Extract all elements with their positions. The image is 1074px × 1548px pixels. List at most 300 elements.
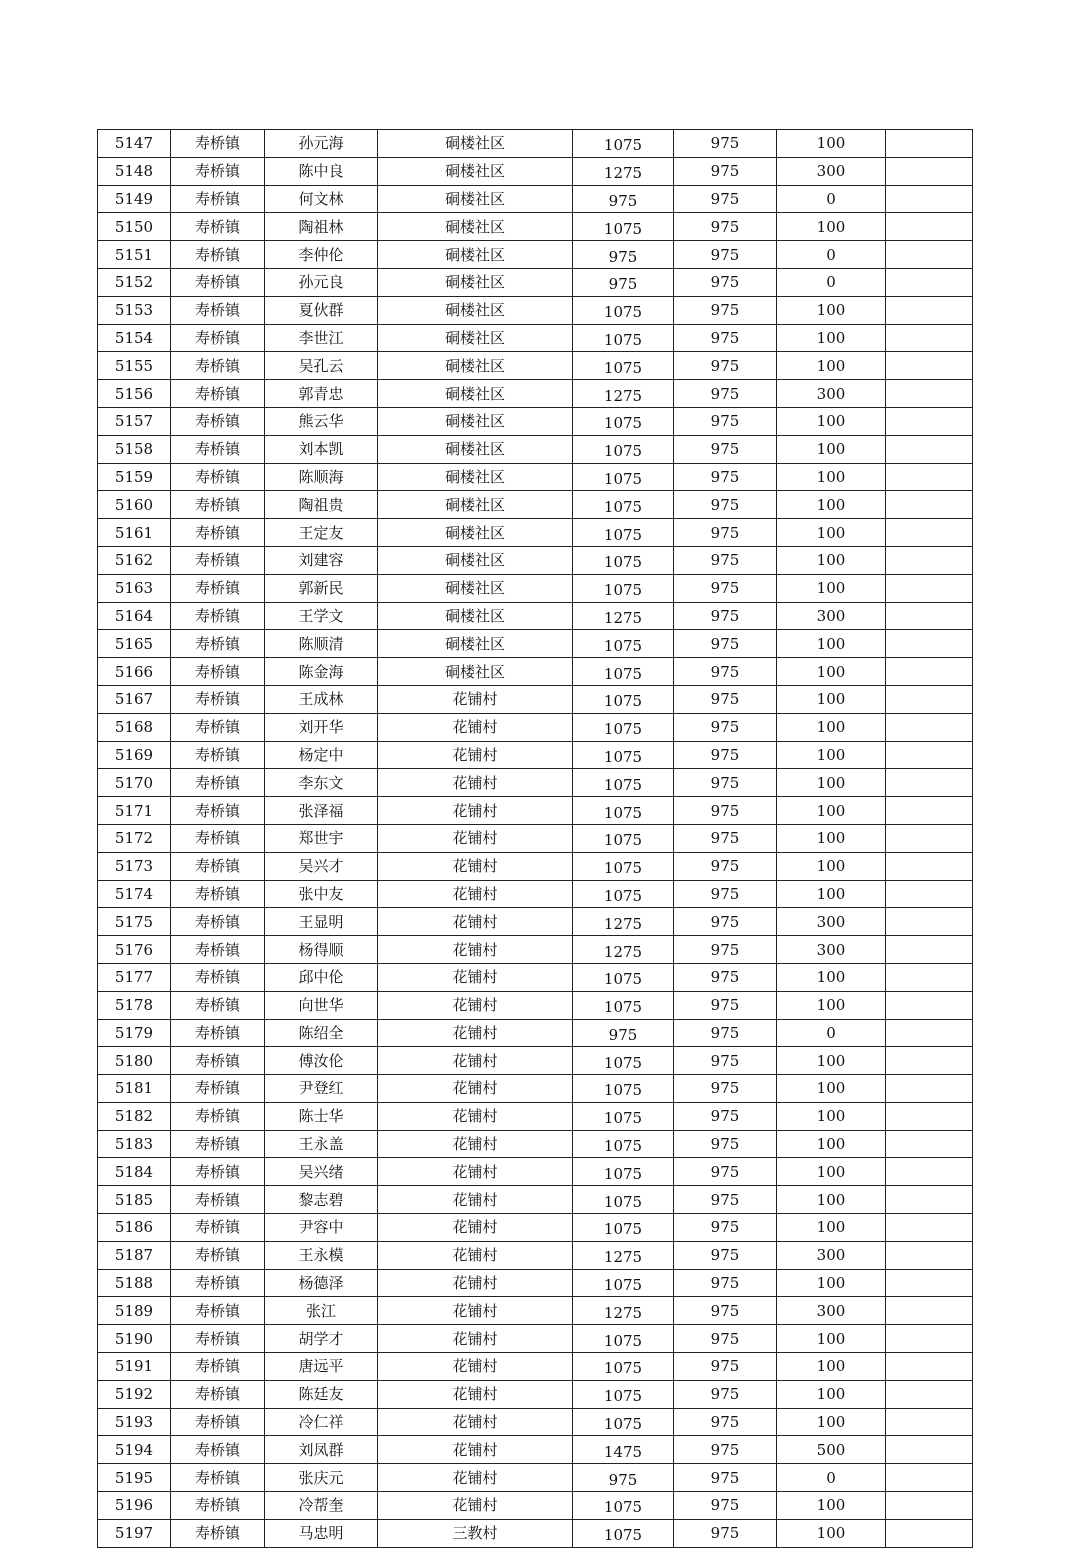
person-name-cell: 陈中良	[265, 157, 378, 185]
town-name-cell: 寿桥镇	[171, 1353, 265, 1381]
table-row	[98, 130, 973, 158]
row-number-cell: 5149	[98, 185, 171, 213]
row-number-cell: 5150	[98, 213, 171, 241]
base-amount-cell: 975	[674, 602, 777, 630]
difference-amount-cell: 300	[777, 1241, 886, 1269]
table-row	[98, 741, 973, 769]
remark-cell	[886, 296, 973, 324]
base-amount-cell: 975	[674, 769, 777, 797]
village-name-cell: 花铺村	[378, 824, 573, 852]
village-name-cell: 硐楼社区	[378, 324, 573, 352]
total-amount-cell: 1075	[573, 130, 674, 158]
person-name-cell: 陈士华	[265, 1102, 378, 1130]
difference-amount-cell: 100	[777, 1047, 886, 1075]
village-name-cell: 硐楼社区	[378, 463, 573, 491]
remark-cell	[886, 685, 973, 713]
person-name-cell: 陶祖贵	[265, 491, 378, 519]
remark-cell	[886, 1464, 973, 1492]
difference-amount-cell: 100	[777, 1408, 886, 1436]
row-number-cell: 5180	[98, 1047, 171, 1075]
total-amount-cell: 1075	[573, 1158, 674, 1186]
remark-cell	[886, 1408, 973, 1436]
table-row	[98, 463, 973, 491]
total-amount-cell: 1275	[573, 1241, 674, 1269]
remark-cell	[886, 1214, 973, 1242]
table-row	[98, 1408, 973, 1436]
base-amount-cell: 975	[674, 991, 777, 1019]
difference-amount-cell: 100	[777, 1380, 886, 1408]
person-name-cell: 马忠明	[265, 1519, 378, 1547]
person-name-cell: 杨得顺	[265, 936, 378, 964]
remark-cell	[886, 491, 973, 519]
person-name-cell: 王显明	[265, 908, 378, 936]
village-name-cell: 硐楼社区	[378, 213, 573, 241]
person-name-cell: 陈顺清	[265, 630, 378, 658]
village-name-cell: 花铺村	[378, 1158, 573, 1186]
total-amount-cell: 1275	[573, 157, 674, 185]
person-name-cell: 吴兴绪	[265, 1158, 378, 1186]
person-name-cell: 李东文	[265, 769, 378, 797]
table-row	[98, 185, 973, 213]
person-name-cell: 张庆元	[265, 1464, 378, 1492]
remark-cell	[886, 435, 973, 463]
total-amount-cell: 975	[573, 268, 674, 296]
row-number-cell: 5156	[98, 380, 171, 408]
base-amount-cell: 975	[674, 880, 777, 908]
table-row	[98, 157, 973, 185]
base-amount-cell: 975	[674, 658, 777, 686]
table-row	[98, 797, 973, 825]
town-name-cell: 寿桥镇	[171, 852, 265, 880]
table-row	[98, 1075, 973, 1103]
town-name-cell: 寿桥镇	[171, 880, 265, 908]
town-name-cell: 寿桥镇	[171, 1269, 265, 1297]
person-name-cell: 胡学才	[265, 1325, 378, 1353]
row-number-cell: 5186	[98, 1214, 171, 1242]
person-name-cell: 张泽福	[265, 797, 378, 825]
total-amount-cell: 1075	[573, 546, 674, 574]
total-amount-cell: 1075	[573, 797, 674, 825]
difference-amount-cell: 100	[777, 630, 886, 658]
remark-cell	[886, 880, 973, 908]
difference-amount-cell: 0	[777, 1019, 886, 1047]
difference-amount-cell: 100	[777, 713, 886, 741]
town-name-cell: 寿桥镇	[171, 435, 265, 463]
person-name-cell: 刘开华	[265, 713, 378, 741]
town-name-cell: 寿桥镇	[171, 324, 265, 352]
base-amount-cell: 975	[674, 268, 777, 296]
table-row	[98, 1380, 973, 1408]
row-number-cell: 5155	[98, 352, 171, 380]
village-name-cell: 花铺村	[378, 797, 573, 825]
person-name-cell: 陈顺海	[265, 463, 378, 491]
difference-amount-cell: 100	[777, 296, 886, 324]
person-name-cell: 吴孔云	[265, 352, 378, 380]
total-amount-cell: 1075	[573, 1075, 674, 1103]
base-amount-cell: 975	[674, 908, 777, 936]
remark-cell	[886, 1186, 973, 1214]
remark-cell	[886, 741, 973, 769]
row-number-cell: 5163	[98, 574, 171, 602]
table-row	[98, 213, 973, 241]
village-name-cell: 硐楼社区	[378, 268, 573, 296]
difference-amount-cell: 100	[777, 1519, 886, 1547]
table-row	[98, 380, 973, 408]
person-name-cell: 陈廷友	[265, 1380, 378, 1408]
table-row	[98, 1353, 973, 1381]
total-amount-cell: 975	[573, 241, 674, 269]
total-amount-cell: 1075	[573, 1380, 674, 1408]
table-row	[98, 991, 973, 1019]
town-name-cell: 寿桥镇	[171, 130, 265, 158]
town-name-cell: 寿桥镇	[171, 1325, 265, 1353]
base-amount-cell: 975	[674, 1353, 777, 1381]
base-amount-cell: 975	[674, 574, 777, 602]
base-amount-cell: 975	[674, 1269, 777, 1297]
difference-amount-cell: 100	[777, 1353, 886, 1381]
village-name-cell: 三教村	[378, 1519, 573, 1547]
remark-cell	[886, 991, 973, 1019]
town-name-cell: 寿桥镇	[171, 574, 265, 602]
total-amount-cell: 1075	[573, 1492, 674, 1520]
village-name-cell: 花铺村	[378, 1241, 573, 1269]
remark-cell	[886, 1130, 973, 1158]
town-name-cell: 寿桥镇	[171, 1102, 265, 1130]
person-name-cell: 冷仁祥	[265, 1408, 378, 1436]
table-row	[98, 1492, 973, 1520]
town-name-cell: 寿桥镇	[171, 1241, 265, 1269]
base-amount-cell: 975	[674, 1408, 777, 1436]
difference-amount-cell: 100	[777, 658, 886, 686]
difference-amount-cell: 300	[777, 908, 886, 936]
person-name-cell: 唐远平	[265, 1353, 378, 1381]
person-name-cell: 尹容中	[265, 1214, 378, 1242]
row-number-cell: 5161	[98, 519, 171, 547]
table-row	[98, 658, 973, 686]
person-name-cell: 吴兴才	[265, 852, 378, 880]
table-row	[98, 769, 973, 797]
difference-amount-cell: 0	[777, 1464, 886, 1492]
person-name-cell: 杨定中	[265, 741, 378, 769]
total-amount-cell: 975	[573, 1019, 674, 1047]
town-name-cell: 寿桥镇	[171, 380, 265, 408]
difference-amount-cell: 100	[777, 797, 886, 825]
remark-cell	[886, 546, 973, 574]
village-name-cell: 花铺村	[378, 963, 573, 991]
difference-amount-cell: 100	[777, 213, 886, 241]
row-number-cell: 5172	[98, 824, 171, 852]
village-name-cell: 硐楼社区	[378, 602, 573, 630]
remark-cell	[886, 185, 973, 213]
town-name-cell: 寿桥镇	[171, 1408, 265, 1436]
village-name-cell: 硐楼社区	[378, 352, 573, 380]
row-number-cell: 5195	[98, 1464, 171, 1492]
table-row	[98, 296, 973, 324]
total-amount-cell: 1075	[573, 1519, 674, 1547]
remark-cell	[886, 407, 973, 435]
town-name-cell: 寿桥镇	[171, 1464, 265, 1492]
town-name-cell: 寿桥镇	[171, 1214, 265, 1242]
remark-cell	[886, 713, 973, 741]
remark-cell	[886, 1269, 973, 1297]
difference-amount-cell: 100	[777, 852, 886, 880]
base-amount-cell: 975	[674, 435, 777, 463]
town-name-cell: 寿桥镇	[171, 685, 265, 713]
remark-cell	[886, 602, 973, 630]
town-name-cell: 寿桥镇	[171, 157, 265, 185]
person-name-cell: 傅汝伦	[265, 1047, 378, 1075]
town-name-cell: 寿桥镇	[171, 1297, 265, 1325]
village-name-cell: 花铺村	[378, 1353, 573, 1381]
town-name-cell: 寿桥镇	[171, 1380, 265, 1408]
row-number-cell: 5151	[98, 241, 171, 269]
remark-cell	[886, 1075, 973, 1103]
table-row	[98, 936, 973, 964]
person-name-cell: 陶祖林	[265, 213, 378, 241]
total-amount-cell: 1075	[573, 1353, 674, 1381]
village-name-cell: 花铺村	[378, 852, 573, 880]
remark-cell	[886, 1297, 973, 1325]
person-name-cell: 夏伙群	[265, 296, 378, 324]
town-name-cell: 寿桥镇	[171, 519, 265, 547]
total-amount-cell: 1075	[573, 1214, 674, 1242]
town-name-cell: 寿桥镇	[171, 1130, 265, 1158]
base-amount-cell: 975	[674, 1325, 777, 1353]
person-name-cell: 孙元海	[265, 130, 378, 158]
town-name-cell: 寿桥镇	[171, 797, 265, 825]
base-amount-cell: 975	[674, 157, 777, 185]
table-row	[98, 1436, 973, 1464]
total-amount-cell: 975	[573, 185, 674, 213]
town-name-cell: 寿桥镇	[171, 741, 265, 769]
total-amount-cell: 1075	[573, 1186, 674, 1214]
total-amount-cell: 1075	[573, 324, 674, 352]
total-amount-cell: 1075	[573, 741, 674, 769]
row-number-cell: 5162	[98, 546, 171, 574]
town-name-cell: 寿桥镇	[171, 491, 265, 519]
remark-cell	[886, 963, 973, 991]
person-name-cell: 陈金海	[265, 658, 378, 686]
table-row	[98, 574, 973, 602]
town-name-cell: 寿桥镇	[171, 463, 265, 491]
difference-amount-cell: 100	[777, 1214, 886, 1242]
village-name-cell: 硐楼社区	[378, 241, 573, 269]
base-amount-cell: 975	[674, 1158, 777, 1186]
village-name-cell: 花铺村	[378, 1019, 573, 1047]
base-amount-cell: 975	[674, 463, 777, 491]
person-name-cell: 王永盖	[265, 1130, 378, 1158]
town-name-cell: 寿桥镇	[171, 602, 265, 630]
difference-amount-cell: 300	[777, 380, 886, 408]
difference-amount-cell: 300	[777, 1297, 886, 1325]
row-number-cell: 5164	[98, 602, 171, 630]
row-number-cell: 5179	[98, 1019, 171, 1047]
remark-cell	[886, 824, 973, 852]
town-name-cell: 寿桥镇	[171, 991, 265, 1019]
remark-cell	[886, 908, 973, 936]
remark-cell	[886, 352, 973, 380]
village-name-cell: 花铺村	[378, 1186, 573, 1214]
row-number-cell: 5147	[98, 130, 171, 158]
table-row	[98, 1464, 973, 1492]
difference-amount-cell: 0	[777, 185, 886, 213]
total-amount-cell: 1075	[573, 880, 674, 908]
difference-amount-cell: 100	[777, 519, 886, 547]
village-name-cell: 花铺村	[378, 1325, 573, 1353]
base-amount-cell: 975	[674, 936, 777, 964]
difference-amount-cell: 100	[777, 1269, 886, 1297]
person-name-cell: 何文林	[265, 185, 378, 213]
difference-amount-cell: 0	[777, 268, 886, 296]
row-number-cell: 5168	[98, 713, 171, 741]
base-amount-cell: 975	[674, 296, 777, 324]
remark-cell	[886, 380, 973, 408]
difference-amount-cell: 300	[777, 157, 886, 185]
remark-cell	[886, 852, 973, 880]
table-row	[98, 1297, 973, 1325]
person-name-cell: 向世华	[265, 991, 378, 1019]
row-number-cell: 5182	[98, 1102, 171, 1130]
table-row	[98, 352, 973, 380]
difference-amount-cell: 100	[777, 1158, 886, 1186]
remark-cell	[886, 1019, 973, 1047]
village-name-cell: 花铺村	[378, 1130, 573, 1158]
base-amount-cell: 975	[674, 1019, 777, 1047]
row-number-cell: 5170	[98, 769, 171, 797]
village-name-cell: 花铺村	[378, 936, 573, 964]
person-name-cell: 尹登红	[265, 1075, 378, 1103]
village-name-cell: 花铺村	[378, 769, 573, 797]
base-amount-cell: 975	[674, 1464, 777, 1492]
person-name-cell: 黎志碧	[265, 1186, 378, 1214]
town-name-cell: 寿桥镇	[171, 268, 265, 296]
base-amount-cell: 975	[674, 1186, 777, 1214]
remark-cell	[886, 1492, 973, 1520]
town-name-cell: 寿桥镇	[171, 1519, 265, 1547]
total-amount-cell: 1075	[573, 296, 674, 324]
remark-cell	[886, 324, 973, 352]
base-amount-cell: 975	[674, 546, 777, 574]
difference-amount-cell: 100	[777, 130, 886, 158]
base-amount-cell: 975	[674, 130, 777, 158]
base-amount-cell: 975	[674, 630, 777, 658]
person-name-cell: 刘本凯	[265, 435, 378, 463]
remark-cell	[886, 1353, 973, 1381]
table-row	[98, 1325, 973, 1353]
village-name-cell: 硐楼社区	[378, 185, 573, 213]
town-name-cell: 寿桥镇	[171, 824, 265, 852]
remark-cell	[886, 213, 973, 241]
difference-amount-cell: 0	[777, 241, 886, 269]
table-row	[98, 963, 973, 991]
village-name-cell: 花铺村	[378, 1380, 573, 1408]
remark-cell	[886, 130, 973, 158]
total-amount-cell: 1075	[573, 352, 674, 380]
total-amount-cell: 1075	[573, 852, 674, 880]
table-row	[98, 852, 973, 880]
table-row	[98, 630, 973, 658]
town-name-cell: 寿桥镇	[171, 407, 265, 435]
town-name-cell: 寿桥镇	[171, 1158, 265, 1186]
row-number-cell: 5157	[98, 407, 171, 435]
table-row	[98, 908, 973, 936]
base-amount-cell: 975	[674, 713, 777, 741]
remark-cell	[886, 658, 973, 686]
total-amount-cell: 1075	[573, 435, 674, 463]
total-amount-cell: 1075	[573, 1408, 674, 1436]
town-name-cell: 寿桥镇	[171, 908, 265, 936]
village-name-cell: 花铺村	[378, 1047, 573, 1075]
table-row	[98, 880, 973, 908]
difference-amount-cell: 100	[777, 352, 886, 380]
table-row	[98, 1019, 973, 1047]
base-amount-cell: 975	[674, 1380, 777, 1408]
table-row	[98, 407, 973, 435]
difference-amount-cell: 100	[777, 824, 886, 852]
person-name-cell: 王定友	[265, 519, 378, 547]
row-number-cell: 5154	[98, 324, 171, 352]
base-amount-cell: 975	[674, 685, 777, 713]
remark-cell	[886, 463, 973, 491]
remark-cell	[886, 1519, 973, 1547]
difference-amount-cell: 100	[777, 1102, 886, 1130]
base-amount-cell: 975	[674, 185, 777, 213]
person-name-cell: 刘凤群	[265, 1436, 378, 1464]
town-name-cell: 寿桥镇	[171, 713, 265, 741]
table-row	[98, 1158, 973, 1186]
person-name-cell: 郭青忠	[265, 380, 378, 408]
difference-amount-cell: 100	[777, 463, 886, 491]
total-amount-cell: 1075	[573, 463, 674, 491]
row-number-cell: 5193	[98, 1408, 171, 1436]
village-name-cell: 花铺村	[378, 1102, 573, 1130]
difference-amount-cell: 100	[777, 1325, 886, 1353]
table-row	[98, 435, 973, 463]
base-amount-cell: 975	[674, 407, 777, 435]
difference-amount-cell: 100	[777, 324, 886, 352]
table-row	[98, 241, 973, 269]
person-name-cell: 邱中伦	[265, 963, 378, 991]
row-number-cell: 5158	[98, 435, 171, 463]
row-number-cell: 5188	[98, 1269, 171, 1297]
village-name-cell: 硐楼社区	[378, 491, 573, 519]
person-name-cell: 郑世宇	[265, 824, 378, 852]
remark-cell	[886, 519, 973, 547]
base-amount-cell: 975	[674, 213, 777, 241]
person-name-cell: 陈绍全	[265, 1019, 378, 1047]
village-name-cell: 硐楼社区	[378, 407, 573, 435]
total-amount-cell: 1075	[573, 213, 674, 241]
base-amount-cell: 975	[674, 1519, 777, 1547]
total-amount-cell: 1275	[573, 380, 674, 408]
row-number-cell: 5152	[98, 268, 171, 296]
base-amount-cell: 975	[674, 1130, 777, 1158]
total-amount-cell: 1075	[573, 824, 674, 852]
row-number-cell: 5192	[98, 1380, 171, 1408]
row-number-cell: 5177	[98, 963, 171, 991]
total-amount-cell: 975	[573, 1464, 674, 1492]
table-row	[98, 824, 973, 852]
difference-amount-cell: 100	[777, 407, 886, 435]
base-amount-cell: 975	[674, 1241, 777, 1269]
town-name-cell: 寿桥镇	[171, 546, 265, 574]
difference-amount-cell: 100	[777, 574, 886, 602]
total-amount-cell: 1075	[573, 1325, 674, 1353]
row-number-cell: 5175	[98, 908, 171, 936]
row-number-cell: 5187	[98, 1241, 171, 1269]
village-name-cell: 硐楼社区	[378, 546, 573, 574]
difference-amount-cell: 500	[777, 1436, 886, 1464]
